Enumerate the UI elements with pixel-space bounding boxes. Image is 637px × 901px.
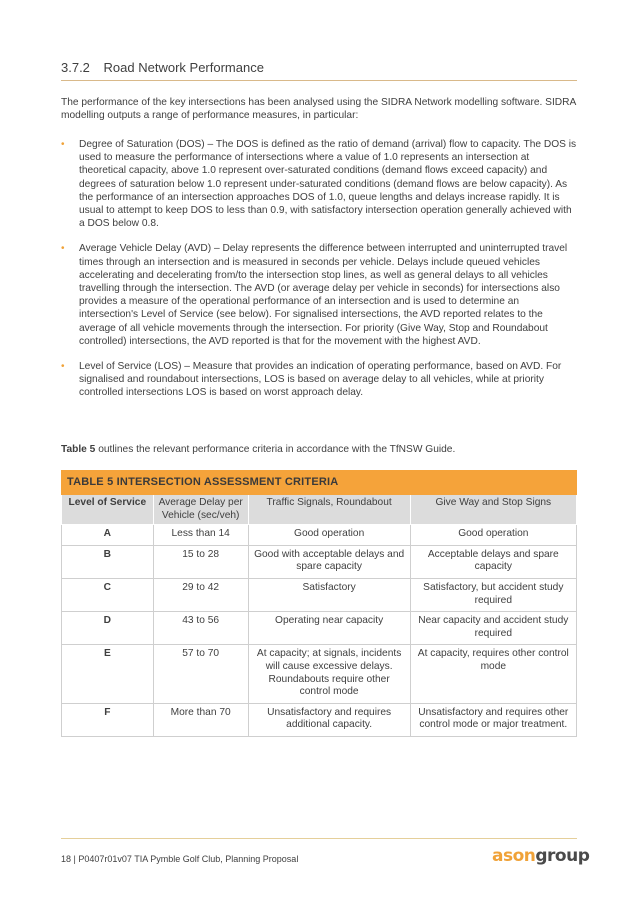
table-row — [62, 578, 577, 611]
giveway-cell: Acceptable delays and spare capacity — [410, 545, 576, 578]
los-cell: C — [62, 578, 154, 611]
logo-part1: ason — [492, 846, 536, 866]
los-cell: D — [62, 612, 154, 645]
giveway-cell: At capacity, requires other control mode — [410, 645, 576, 703]
giveway-cell: Unsatisfactory and requires other control mode or major treatment. — [410, 703, 576, 736]
column-header: Give Way and Stop Signs — [410, 495, 576, 525]
bullet-icon: • — [61, 139, 65, 150]
signals-cell: Satisfactory — [248, 578, 410, 611]
signals-cell: Unsatisfactory and requires additional capacity. — [248, 703, 410, 736]
table-row — [62, 612, 577, 645]
los-cell: A — [62, 525, 154, 546]
assessment-criteria-table — [61, 470, 577, 737]
table-row — [62, 703, 577, 736]
bullet-icon: • — [61, 243, 65, 255]
column-header: Level of Service — [62, 495, 154, 525]
table-row — [62, 525, 577, 546]
delay-cell: 57 to 70 — [153, 645, 248, 703]
ason-group-logo — [492, 846, 589, 866]
intro-paragraph: The performance of the key intersections has been analysed using the SIDRA Network modelling software. SIDRA modelling outputs a range of performance measures, in particular: — [61, 97, 576, 122]
footer-divider — [61, 838, 577, 839]
delay-cell: 43 to 56 — [153, 612, 248, 645]
table-title: TABLE 5 INTERSECTION ASSESSMENT CRITERIA — [62, 471, 577, 495]
section-heading — [61, 60, 577, 81]
giveway-cell: Near capacity and accident study required — [410, 612, 576, 645]
giveway-cell: Satisfactory, but accident study required — [410, 578, 576, 611]
section-number: 3.7.2 — [61, 60, 90, 75]
logo-part2: group — [535, 846, 590, 866]
footer-text: 18 | P0407r01v07 TIA Pymble Golf Club, Planning Proposal — [61, 854, 299, 864]
table-row — [62, 645, 577, 703]
delay-cell: More than 70 — [153, 703, 248, 736]
performance-measures-list — [61, 138, 577, 412]
giveway-cell: Good operation — [410, 525, 576, 546]
table-intro — [61, 443, 577, 456]
bullet-text: Average Vehicle Delay (AVD) – Delay represents the difference between interrupted and uninterrupted travel times through an intersection and is measured in seconds per vehicle. Delays include queued vehicles accelerating and decelerating from/to the intersection stop lines, as well as general delays to all vehicles travelling through the intersection. The AVD (or average delay per vehicle in seconds) for intersections also provides a measure of the operational performance of an intersection and is used to determine an intersection's Level of Service (see below). For signalised intersections, the AVD reported relates to the average of all vehicle movements through the intersection. For priority (Give Way, Stop and Roundabout controlled) intersections, the AVD reported is that for the movement with the highest AVD. — [79, 243, 568, 347]
table-header-row — [62, 495, 577, 525]
signals-cell: Operating near capacity — [248, 612, 410, 645]
delay-cell: Less than 14 — [153, 525, 248, 546]
signals-cell: Good with acceptable delays and spare capacity — [248, 545, 410, 578]
los-cell: F — [62, 703, 154, 736]
bullet-icon: • — [61, 361, 65, 373]
delay-cell: 15 to 28 — [153, 545, 248, 578]
list-item — [61, 360, 577, 400]
table-row — [62, 545, 577, 578]
column-header: Traffic Signals, Roundabout — [248, 495, 410, 525]
column-header: Average Delay per Vehicle (sec/veh) — [153, 495, 248, 525]
section-title: Road Network Performance — [103, 60, 264, 75]
table-intro-text: outlines the relevant performance criteria in accordance with the TfNSW Guide. — [95, 444, 456, 455]
signals-cell: At capacity; at signals, incidents will cause excessive delays. Roundabouts require other control mode — [248, 645, 410, 703]
list-item — [61, 138, 577, 230]
delay-cell: 29 to 42 — [153, 578, 248, 611]
bullet-text: Level of Service (LOS) – Measure that provides an indication of operating performance, based on AVD. For signalised and roundabout intersections, LOS is based on average delay to all vehicles, while at priority controlled intersections LOS is based on worst approach delay. — [79, 361, 562, 399]
signals-cell: Good operation — [248, 525, 410, 546]
los-cell: B — [62, 545, 154, 578]
los-cell: E — [62, 645, 154, 703]
list-item — [61, 242, 577, 348]
table-reference: Table 5 — [61, 444, 96, 455]
bullet-text: Degree of Saturation (DOS) – The DOS is defined as the ratio of demand (arrival) flow to capacity. The DOS is used to measure the performance of intersections where a value of 1.0 represents an intersection at theoretical capacity, above 1.0 represent over-saturated conditions (demand flows exceed capacity) and degrees of saturation below 1.0 represent under-saturated conditions (demand flows are below capacity). As the performance of an intersection approaches DOS of 1.0, queue lengths and delays increase rapidly. It is usual to attempt to keep DOS to less than 0.9, with satisfactory intersection operation generally achieved with a DOS below 0.8. — [79, 139, 577, 230]
